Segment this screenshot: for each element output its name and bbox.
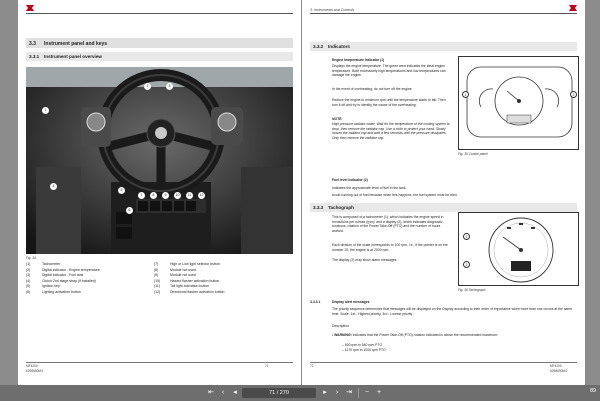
tachograph-figure bbox=[458, 212, 579, 286]
legend-item: (4) Clutch 2nd stage strap (if installed) bbox=[26, 278, 96, 283]
figure-caption: Fig. 34 bbox=[26, 256, 36, 260]
first-page-button[interactable]: ⇤ bbox=[208, 389, 214, 396]
legend-item: (3) Digital indicator - Fuel tank bbox=[26, 273, 84, 278]
photo-callout: 6 bbox=[126, 207, 133, 214]
legend-list-left bbox=[26, 262, 100, 296]
photo-callout: 10 bbox=[175, 193, 180, 197]
legend-list-right bbox=[154, 262, 224, 296]
brand-logo-icon bbox=[569, 5, 577, 11]
fuel-paragraph: Indicates the approximate level of fuel in the tank. bbox=[332, 186, 407, 190]
alert-paragraph: The priority sequence determines that messages will be displayed on the Display according to their order of importance when more than one occurs at the same time. Scale: 1st - Highest priority, 3rd - Lowest priority. bbox=[332, 307, 573, 316]
footer-model: MF4200 bbox=[26, 364, 38, 368]
zoom-out-icon[interactable]: − bbox=[364, 389, 370, 396]
photo-callout: 2 bbox=[144, 83, 151, 90]
legend-item: (6) Lighting activation button bbox=[26, 289, 81, 294]
legend-item: (5) Ignition key bbox=[26, 284, 60, 289]
subsection-number: 3.3.3 bbox=[313, 205, 324, 210]
subsection-heading bbox=[310, 203, 577, 212]
footer-model: MF4200 bbox=[550, 364, 562, 368]
legend-item: (7) High or Low light selector button bbox=[154, 262, 220, 266]
alert-title: Display alert messages bbox=[332, 300, 370, 304]
footer-rule bbox=[310, 362, 577, 363]
photo-callout: 12 bbox=[199, 193, 204, 197]
legend-item: (12) Directional flasher activation button bbox=[154, 289, 225, 294]
photo-callout: 11 bbox=[187, 193, 192, 197]
tachograph-illustration bbox=[459, 213, 580, 287]
document-page-left bbox=[18, 0, 301, 385]
bullet-item: – 1170 rpm in 1000 rpm PTO bbox=[342, 348, 386, 352]
brand-logo-icon bbox=[26, 5, 34, 11]
forward-button[interactable]: ▸ bbox=[323, 389, 327, 396]
figure-caption: Fig. 35 Control panel bbox=[458, 152, 488, 156]
control-panel-illustration bbox=[459, 57, 580, 151]
note-label: NOTE: bbox=[332, 117, 343, 121]
legend-item: (9) Module not used bbox=[154, 273, 196, 278]
control-panel-figure bbox=[458, 56, 579, 150]
engine-temp-paragraph: Displays the engine temperature. The green area indicates the ideal engine temperature. Both excessively high temperatures and low temperatures can damage the engine. bbox=[332, 64, 446, 78]
section-title: Instrument panel and keys bbox=[44, 40, 108, 47]
engine-temp-heading: Engine temperature indicator (1) bbox=[332, 58, 385, 62]
back-button[interactable]: ◂ bbox=[233, 389, 237, 396]
figure-caption: Fig. 36 Tachograph bbox=[458, 288, 486, 292]
toolbar-divider bbox=[358, 388, 359, 398]
warning-item: • WARNING! Indicates that the Power Take-Off (PTO) rotation indicated is above the recommended maximum: bbox=[332, 333, 498, 337]
figure-callout: 2 bbox=[570, 91, 577, 98]
tacho-paragraph: The display (2) may show alarm messages. bbox=[332, 258, 398, 262]
subsection-number: 3.3.1 bbox=[29, 54, 40, 59]
subsection-heading bbox=[26, 52, 293, 61]
legend-item: (2) Digital indicator - Engine temperature bbox=[26, 267, 100, 272]
page-indicator-field[interactable] bbox=[242, 388, 316, 398]
document-page-right bbox=[302, 0, 585, 385]
section-number: 3.3 bbox=[29, 40, 36, 47]
legend-item: (8) Module not used bbox=[154, 267, 196, 272]
legend-item: (10) Hazard flasher activation button bbox=[154, 278, 220, 283]
alert-number: 3.3.3.1 bbox=[310, 300, 321, 304]
subsection-title: Tachograph bbox=[328, 205, 354, 210]
photo-callout: 7 bbox=[138, 192, 145, 199]
page-number: 71 bbox=[265, 364, 269, 368]
subsection-heading bbox=[310, 42, 577, 51]
figure-callout: 2 bbox=[463, 261, 470, 268]
photo-callout: 4 bbox=[50, 183, 57, 190]
fuel-heading: Fuel level indicator (2) bbox=[332, 178, 368, 182]
next-page-button[interactable]: › bbox=[335, 389, 339, 396]
zoom-in-icon[interactable]: + bbox=[376, 389, 382, 396]
engine-temp-paragraph: Reduce the engine to minimum rpm until the temperature starts to fall. Then turn it off and try to identify the cause of the overheating. bbox=[332, 98, 446, 107]
engine-temp-paragraph: In the event of overheating, do not turn off the engine. bbox=[332, 87, 413, 91]
page-indicator-text: 71 / 270 bbox=[269, 390, 289, 396]
subsection-title: Instrument panel overview bbox=[44, 54, 102, 59]
photo-callout: 8 bbox=[150, 192, 157, 199]
fuel-paragraph: Avoid running out of fuel because when this happens, the fuel system must be bled. bbox=[332, 193, 458, 197]
tacho-paragraph: Each division of the scale corresponds to 100 rpm, i.e., if the pointer is on the number 20, the engine is at 2000 rpm. bbox=[332, 243, 448, 252]
photo-callout: 9 bbox=[162, 192, 169, 199]
figure-callout: 1 bbox=[463, 233, 470, 240]
footer-code: 6298690M4 bbox=[26, 369, 43, 373]
legend-item: (11) Tail light activation button bbox=[154, 284, 210, 289]
viewer-toolbar bbox=[0, 385, 600, 401]
photo-callout: 5 bbox=[118, 187, 125, 194]
last-page-button[interactable]: ⇥ bbox=[346, 389, 352, 396]
legend-item: (1) Tachometer bbox=[26, 262, 61, 266]
previous-page-button[interactable]: ‹ bbox=[221, 389, 225, 396]
note-text: High pressure radiator water. Wait for the temperature of the cooling system to drop, then remove the radiator cap. Use a cloth to protect your hand. Slowly loosen the radiator cap and wait a few seconds until the pressure dissipates. Only then remove the radiator cap. bbox=[332, 122, 450, 140]
instrument-panel-photo bbox=[26, 67, 293, 254]
subsection-number: 3.3.2 bbox=[313, 44, 324, 49]
header-rule bbox=[26, 13, 293, 14]
section-heading bbox=[26, 38, 293, 48]
tacho-paragraph: This is composed of a tachometer (1), which indicates the engine speed in revolutions per minute (rpm); and a display (2), which indicates diagnostic functions, rotation of the Power Take-Off (PTO) and the number of hours worked. bbox=[332, 215, 444, 233]
figure-callout: 1 bbox=[462, 91, 469, 98]
page-number: 72 bbox=[310, 364, 314, 368]
footer-code: 6298690M4 bbox=[550, 369, 567, 373]
photo-callout: 3 bbox=[166, 83, 173, 90]
running-header: 3. Instruments and Controls bbox=[310, 8, 355, 12]
subsection-title: Indicators bbox=[328, 44, 350, 49]
steering-wheel-illustration bbox=[26, 67, 293, 254]
photo-callout: 1 bbox=[42, 107, 49, 114]
header-rule bbox=[310, 13, 577, 14]
footer-rule bbox=[26, 362, 293, 363]
zoom-level: 89 bbox=[590, 388, 597, 394]
description-label: Description bbox=[332, 324, 349, 328]
bullet-item: – 600 rpm in 540 rpm PTO bbox=[342, 343, 383, 347]
